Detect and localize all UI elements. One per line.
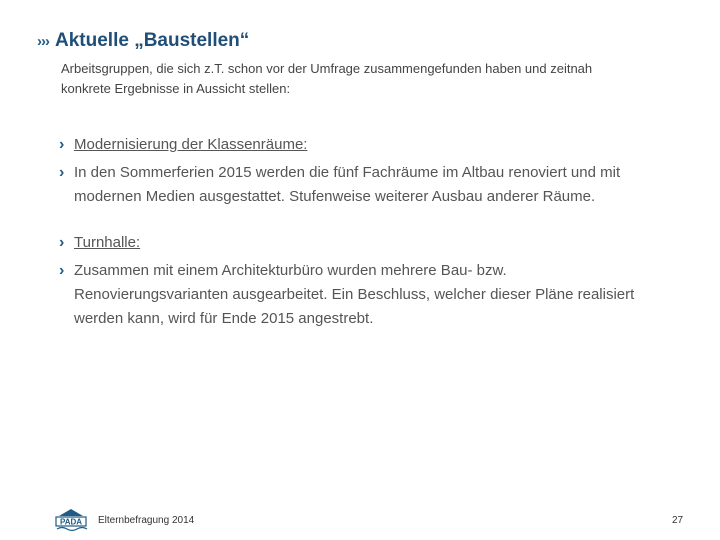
chevron-right-icon: › bbox=[59, 164, 65, 181]
bullet-text: Modernisierung der Klassenräume: bbox=[74, 136, 308, 153]
bullet-heading-classrooms bbox=[59, 133, 659, 157]
chevron-right-icon: › bbox=[59, 234, 65, 251]
bullet-list bbox=[59, 133, 659, 331]
title-chevrons-icon: ››› bbox=[37, 33, 49, 50]
chevron-right-icon: › bbox=[59, 136, 65, 153]
bullet-classrooms-detail bbox=[59, 161, 659, 209]
chevron-right-icon: › bbox=[59, 262, 65, 279]
bullet-text: Turnhalle: bbox=[74, 234, 141, 251]
bullet-text: In den Sommerferien 2015 werden die fünf Fachräume im Altbau renoviert und mit modernen Medien ausgestattet. Stufenweise weiterer Ausbau anderer Räume. bbox=[74, 164, 621, 205]
logo-text: PADA bbox=[59, 517, 83, 527]
footer-label: Elternbefragung 2014 bbox=[98, 515, 195, 526]
title-row bbox=[37, 30, 249, 52]
logo-graphic bbox=[54, 508, 88, 532]
slide-title: Aktuelle „Baustellen“ bbox=[55, 30, 250, 51]
bullet-heading-gym bbox=[59, 231, 659, 255]
bullet-text: Zusammen mit einem Architekturbüro wurden mehrere Bau- bzw. Renovierungsvarianten ausgearbeitet. Ein Beschluss, welcher dieser Pläne realisiert werden kann, wird für Ende 2015 angestrebt. bbox=[74, 262, 635, 327]
school-logo bbox=[54, 508, 88, 532]
bullet-gym-detail bbox=[59, 259, 659, 331]
slide-subtitle: Arbeitsgruppen, die sich z.T. schon vor der Umfrage zusammengefunden haben und zeitnah konkrete Ergebnisse in Aussicht stellen: bbox=[61, 61, 593, 96]
page-number: 27 bbox=[672, 515, 684, 526]
